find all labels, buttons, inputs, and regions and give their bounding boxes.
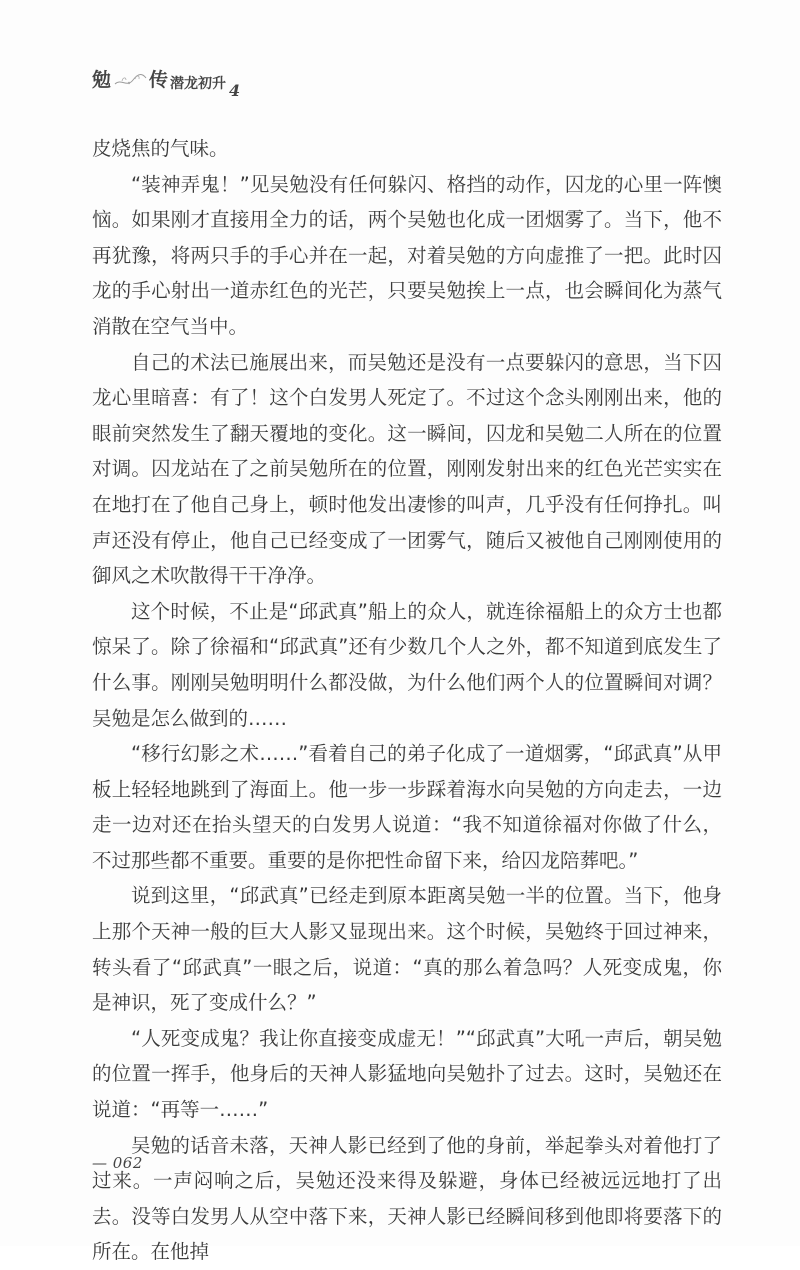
running-header (92, 52, 241, 100)
paragraph: “装神弄鬼！”见吴勉没有任何躲闪、格挡的动作，囚龙的心里一阵懊恼。如果刚才直接用全力的话，两个吴勉也化成一团烟雾了。当下，他不再犹豫，将两只手的手心并在一起，对着吴勉的方向虚推了一把。此时囚龙的手心射出一道赤红色的光芒，只要吴勉挨上一点，也会瞬间化为蒸气消散在空气当中。 (92, 172, 722, 338)
paragraph: 这个时候，不止是“邱武真”船上的众人，就连徐福船上的众方士也都惊呆了。除了徐福和“邱武真”还有少数几个人之外，都不知道到底发生了什么事。刚刚吴勉明明什么都没做，为什么他们两个人的位置瞬间对调？吴勉是怎么做到的…… (92, 599, 722, 730)
vine-ornament-icon (113, 68, 147, 92)
header-subtitle: 潜龙初升 (170, 76, 227, 92)
paragraph: 说到这里，“邱武真”已经走到原本距离吴勉一半的位置。当下，他身上那个天神一般的巨大人影又显现出来。这个时候，吴勉终于回过神来，转头看了“邱武真”一眼之后，说道：“真的那么着急吗？人死变成鬼，你是神识，死了变成什么？” (92, 884, 722, 1015)
paragraph: “移行幻影之术……”看着自己的弟子化成了一道烟雾，“邱武真”从甲板上轻轻地跳到了海面上。他一步一步踩着海水向吴勉的方向走去，一边走一边对还在抬头望天的白发男人说道：“我不知道徐福对你做了什么，不过那些都不重要。重要的是你把性命留下来，给囚龙陪葬吧。” (92, 742, 722, 872)
paragraph: “人死变成鬼？我让你直接变成虚无！”“邱武真”大吼一声后，朝吴勉的位置一挥手，他身后的天神人影猛地向吴勉扑了过去。这时，吴勉还在说道：“再等一……” (92, 1026, 722, 1122)
header-title-char-2: 传 (149, 69, 169, 91)
header-volume-number: 4 (229, 81, 241, 100)
paragraph: 自己的术法已施展出来，而吴勉还是没有一点要躲闪的意思，当下囚龙心里暗喜：有了！这个白发男人死定了。不过这个念头刚刚出来，他的眼前突然发生了翻天覆地的变化。这一瞬间，囚龙和吴勉二人所在的位置对调。囚龙站在了之前吴勉所在的位置，刚刚发射出来的红色光芒实实在在地打在了他自己身上，顿时他发出凄惨的叫声，几乎没有任何挣扎。叫声还没有停止，他自己已经变成了一团雾气，随后又被他自己刚刚使用的御风之术吹散得干干净净。 (92, 350, 722, 588)
header-title-char-1: 勉 (92, 69, 112, 91)
paragraph: 皮烧焦的气味。 (92, 137, 229, 160)
main-text (92, 131, 722, 1270)
page-number: — 062 (92, 1154, 143, 1172)
paragraph: 吴勉的话音未落，天神人影已经到了他的身前，举起拳头对着他打了过来。一声闷响之后，吴勉还没来得及躲避，身体已经被远远地打了出去。没等白发男人从空中落下来，天神人影已经瞬间移到他即将要落下的所在。在他掉 (92, 1133, 722, 1264)
